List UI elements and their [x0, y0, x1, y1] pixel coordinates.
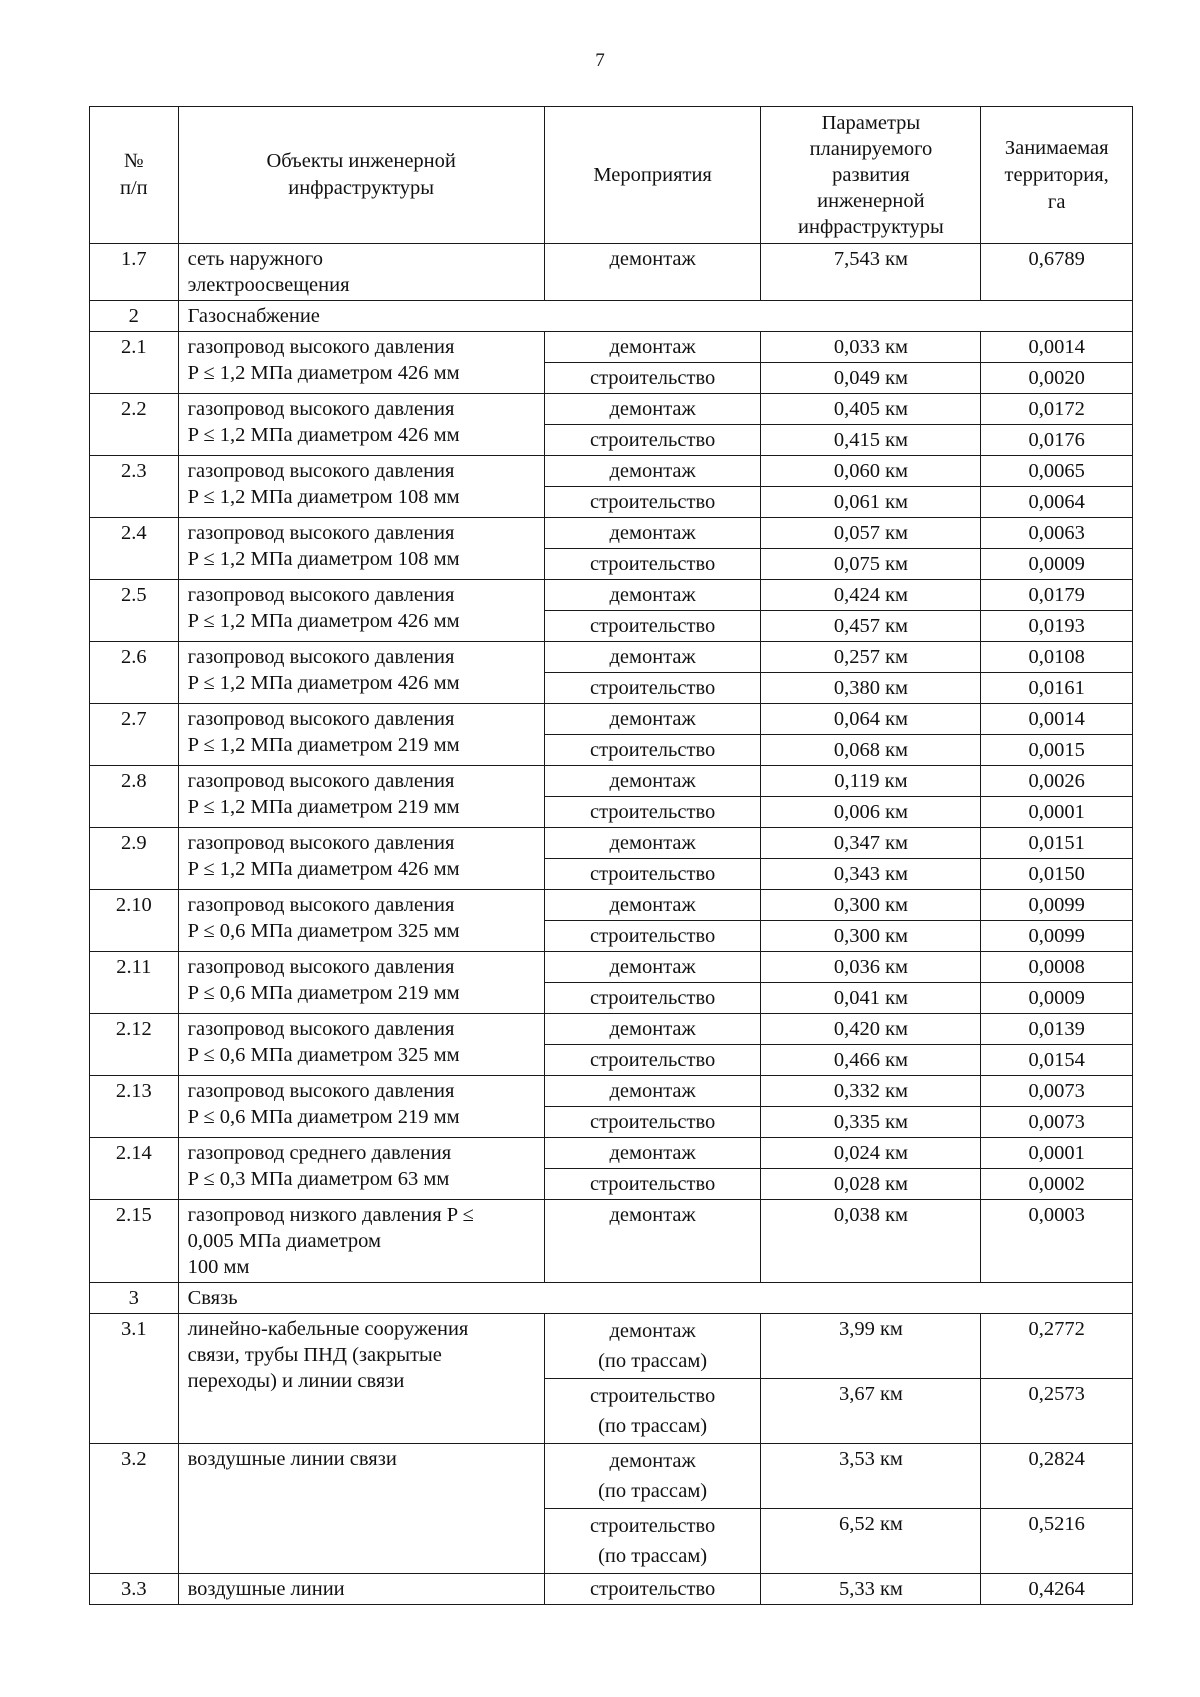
row-number: 2.6 — [90, 642, 179, 704]
measure: строительство — [544, 1169, 761, 1200]
table-row — [90, 518, 1133, 549]
parameter: 0,061 км — [761, 487, 981, 518]
measure: строительство (по трассам) — [544, 1379, 761, 1444]
table-row — [90, 456, 1133, 487]
measure: демонтаж — [544, 244, 761, 301]
area: 0,2772 — [981, 1314, 1133, 1379]
row-number: 2.5 — [90, 580, 179, 642]
area: 0,0002 — [981, 1169, 1133, 1200]
header-area: Занимаемая территория, га — [981, 107, 1133, 244]
area: 0,0150 — [981, 859, 1133, 890]
row-number: 2.13 — [90, 1076, 179, 1138]
area: 0,0139 — [981, 1014, 1133, 1045]
table-row — [90, 828, 1133, 859]
table-row — [90, 1574, 1133, 1605]
table-body — [90, 244, 1133, 1605]
measure: демонтаж — [544, 394, 761, 425]
object-name: воздушные линии связи — [178, 1444, 544, 1574]
row-number: 2.3 — [90, 456, 179, 518]
row-number: 3.1 — [90, 1314, 179, 1444]
measure: строительство — [544, 1107, 761, 1138]
parameter: 0,038 км — [761, 1200, 981, 1283]
infrastructure-table — [89, 106, 1133, 1605]
area: 0,0176 — [981, 425, 1133, 456]
measure: демонтаж — [544, 518, 761, 549]
row-number: 2.9 — [90, 828, 179, 890]
table-row — [90, 244, 1133, 301]
area: 0,0151 — [981, 828, 1133, 859]
area: 0,0073 — [981, 1107, 1133, 1138]
measure: строительство — [544, 1574, 761, 1605]
area: 0,0193 — [981, 611, 1133, 642]
area: 0,0179 — [981, 580, 1133, 611]
parameter: 0,424 км — [761, 580, 981, 611]
measure: демонтаж — [544, 332, 761, 363]
area: 0,2573 — [981, 1379, 1133, 1444]
object-name: газопровод высокого давления P ≤ 0,6 МПа диаметром 219 мм — [178, 952, 544, 1014]
area: 0,6789 — [981, 244, 1133, 301]
area: 0,0172 — [981, 394, 1133, 425]
area: 0,0154 — [981, 1045, 1133, 1076]
parameter: 0,457 км — [761, 611, 981, 642]
object-name: газопровод высокого давления P ≤ 1,2 МПа диаметром 426 мм — [178, 642, 544, 704]
parameter: 0,060 км — [761, 456, 981, 487]
object-name: газопровод высокого давления P ≤ 1,2 МПа диаметром 219 мм — [178, 704, 544, 766]
parameter: 3,99 км — [761, 1314, 981, 1379]
area: 0,0065 — [981, 456, 1133, 487]
header-num: № п/п — [90, 107, 179, 244]
row-number: 3.3 — [90, 1574, 179, 1605]
area: 0,0099 — [981, 921, 1133, 952]
table-row — [90, 642, 1133, 673]
table-row — [90, 952, 1133, 983]
measure: строительство — [544, 983, 761, 1014]
measure: строительство — [544, 1045, 761, 1076]
header-measures: Мероприятия — [544, 107, 761, 244]
parameter: 0,028 км — [761, 1169, 981, 1200]
parameter: 0,119 км — [761, 766, 981, 797]
area: 0,4264 — [981, 1574, 1133, 1605]
measure: демонтаж — [544, 642, 761, 673]
measure: демонтаж — [544, 1200, 761, 1283]
section-row — [90, 301, 1133, 332]
area: 0,0161 — [981, 673, 1133, 704]
parameter: 0,332 км — [761, 1076, 981, 1107]
parameter: 0,405 км — [761, 394, 981, 425]
parameter: 0,420 км — [761, 1014, 981, 1045]
measure: строительство — [544, 797, 761, 828]
measure: демонтаж — [544, 890, 761, 921]
object-name: газопровод низкого давления P ≤ 0,005 МПа диаметром 100 мм — [178, 1200, 544, 1283]
measure: строительство — [544, 859, 761, 890]
area: 0,0020 — [981, 363, 1133, 394]
object-name: воздушные линии — [178, 1574, 544, 1605]
area: 0,0014 — [981, 332, 1133, 363]
section-number: 3 — [90, 1283, 179, 1314]
area: 0,0009 — [981, 983, 1133, 1014]
row-number: 2.1 — [90, 332, 179, 394]
parameter: 0,300 км — [761, 890, 981, 921]
parameter: 3,67 км — [761, 1379, 981, 1444]
area: 0,0009 — [981, 549, 1133, 580]
measure: демонтаж (по трассам) — [544, 1314, 761, 1379]
row-number: 1.7 — [90, 244, 179, 301]
parameter: 3,53 км — [761, 1444, 981, 1509]
row-number: 2.11 — [90, 952, 179, 1014]
measure: демонтаж — [544, 580, 761, 611]
measure: демонтаж — [544, 952, 761, 983]
parameter: 7,543 км — [761, 244, 981, 301]
section-number: 2 — [90, 301, 179, 332]
table-row — [90, 1444, 1133, 1509]
area: 0,0026 — [981, 766, 1133, 797]
area: 0,0003 — [981, 1200, 1133, 1283]
parameter: 0,343 км — [761, 859, 981, 890]
measure: строительство — [544, 673, 761, 704]
object-name: газопровод высокого давления P ≤ 0,6 МПа диаметром 325 мм — [178, 1014, 544, 1076]
parameter: 0,257 км — [761, 642, 981, 673]
object-name: газопровод высокого давления P ≤ 1,2 МПа диаметром 426 мм — [178, 828, 544, 890]
parameter: 0,300 км — [761, 921, 981, 952]
measure: демонтаж — [544, 704, 761, 735]
measure: демонтаж — [544, 766, 761, 797]
parameter: 0,041 км — [761, 983, 981, 1014]
parameter: 0,075 км — [761, 549, 981, 580]
table-row — [90, 1314, 1133, 1379]
table-header-row — [90, 107, 1133, 244]
object-name: сеть наружного электроосвещения — [178, 244, 544, 301]
measure: строительство — [544, 363, 761, 394]
table-row — [90, 1014, 1133, 1045]
row-number: 2.4 — [90, 518, 179, 580]
table-row — [90, 1200, 1133, 1283]
measure: строительство — [544, 735, 761, 766]
parameter: 0,380 км — [761, 673, 981, 704]
measure: строительство — [544, 921, 761, 952]
parameter: 0,036 км — [761, 952, 981, 983]
parameter: 0,335 км — [761, 1107, 981, 1138]
table-row — [90, 890, 1133, 921]
parameter: 5,33 км — [761, 1574, 981, 1605]
row-number: 2.14 — [90, 1138, 179, 1200]
parameter: 0,064 км — [761, 704, 981, 735]
table-row — [90, 1138, 1133, 1169]
parameter: 0,024 км — [761, 1138, 981, 1169]
measure: строительство (по трассам) — [544, 1509, 761, 1574]
measure: строительство — [544, 611, 761, 642]
row-number: 2.8 — [90, 766, 179, 828]
row-number: 2.15 — [90, 1200, 179, 1283]
area: 0,0001 — [981, 1138, 1133, 1169]
parameter: 0,466 км — [761, 1045, 981, 1076]
measure: демонтаж — [544, 1076, 761, 1107]
table-row — [90, 704, 1133, 735]
area: 0,0099 — [981, 890, 1133, 921]
area: 0,0001 — [981, 797, 1133, 828]
row-number: 2.7 — [90, 704, 179, 766]
measure: демонтаж — [544, 828, 761, 859]
row-number: 2.10 — [90, 890, 179, 952]
parameter: 0,415 км — [761, 425, 981, 456]
object-name: линейно-кабельные сооружения связи, трубы ПНД (закрытые переходы) и линии связи — [178, 1314, 544, 1444]
area: 0,2824 — [981, 1444, 1133, 1509]
section-title: Газоснабжение — [178, 301, 1132, 332]
area: 0,0015 — [981, 735, 1133, 766]
object-name: газопровод высокого давления P ≤ 0,6 МПа диаметром 325 мм — [178, 890, 544, 952]
row-number: 2.2 — [90, 394, 179, 456]
area: 0,0064 — [981, 487, 1133, 518]
measure: демонтаж — [544, 456, 761, 487]
measure: строительство — [544, 425, 761, 456]
area: 0,0008 — [981, 952, 1133, 983]
area: 0,0063 — [981, 518, 1133, 549]
parameter: 0,033 км — [761, 332, 981, 363]
table-row — [90, 580, 1133, 611]
measure: строительство — [544, 549, 761, 580]
parameter: 0,057 км — [761, 518, 981, 549]
parameter: 0,049 км — [761, 363, 981, 394]
measure: демонтаж — [544, 1138, 761, 1169]
table-row — [90, 332, 1133, 363]
area: 0,5216 — [981, 1509, 1133, 1574]
table-row — [90, 1076, 1133, 1107]
table-row — [90, 766, 1133, 797]
section-row — [90, 1283, 1133, 1314]
parameter: 0,068 км — [761, 735, 981, 766]
measure: демонтаж — [544, 1014, 761, 1045]
parameter: 0,347 км — [761, 828, 981, 859]
row-number: 2.12 — [90, 1014, 179, 1076]
object-name: газопровод высокого давления P ≤ 1,2 МПа диаметром 219 мм — [178, 766, 544, 828]
measure: демонтаж (по трассам) — [544, 1444, 761, 1509]
header-params: Параметры планируемого развития инженерной инфраструктуры — [761, 107, 981, 244]
table-row — [90, 394, 1133, 425]
object-name: газопровод высокого давления P ≤ 1,2 МПа диаметром 426 мм — [178, 394, 544, 456]
section-title: Связь — [178, 1283, 1132, 1314]
object-name: газопровод среднего давления P ≤ 0,3 МПа диаметром 63 мм — [178, 1138, 544, 1200]
row-number: 3.2 — [90, 1444, 179, 1574]
area: 0,0108 — [981, 642, 1133, 673]
object-name: газопровод высокого давления P ≤ 1,2 МПа диаметром 426 мм — [178, 580, 544, 642]
parameter: 6,52 км — [761, 1509, 981, 1574]
object-name: газопровод высокого давления P ≤ 0,6 МПа диаметром 219 мм — [178, 1076, 544, 1138]
header-object: Объекты инженерной инфраструктуры — [178, 107, 544, 244]
object-name: газопровод высокого давления P ≤ 1,2 МПа диаметром 426 мм — [178, 332, 544, 394]
area: 0,0014 — [981, 704, 1133, 735]
measure: строительство — [544, 487, 761, 518]
object-name: газопровод высокого давления P ≤ 1,2 МПа диаметром 108 мм — [178, 456, 544, 518]
area: 0,0073 — [981, 1076, 1133, 1107]
page-number: 7 — [595, 50, 605, 71]
parameter: 0,006 км — [761, 797, 981, 828]
object-name: газопровод высокого давления P ≤ 1,2 МПа диаметром 108 мм — [178, 518, 544, 580]
